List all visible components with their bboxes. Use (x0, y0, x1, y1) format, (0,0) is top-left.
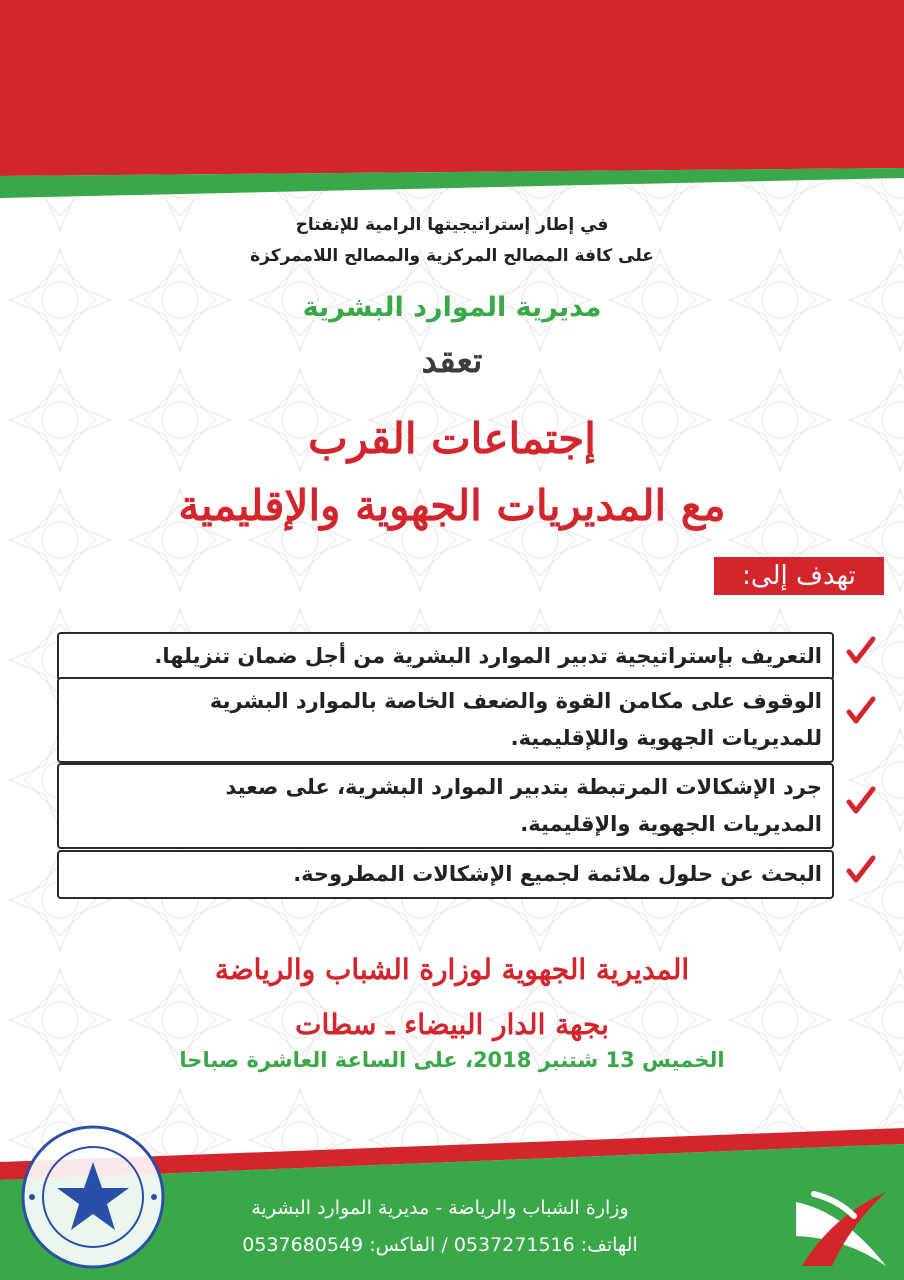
regional-line: المديرية الجهوية لوزارة الشباب والرياضة (214, 953, 690, 986)
regional-line: بجهة الدار البيضاء ـ سطات (295, 1008, 609, 1041)
aim-label: تهدف إلى: (714, 557, 884, 595)
check-icon (846, 696, 876, 726)
objective-box (57, 763, 834, 849)
event-title-line: إجتماعات القرب (308, 414, 596, 463)
objective-box (57, 632, 834, 681)
objective-line: البحث عن حلول ملائمة لجميع الإشكالات المطروحة. (293, 862, 822, 886)
event-title-line: مع المديريات الجهوية والإقليمية (178, 481, 726, 530)
intro-line: على كافة المصالح المركزية والمصالح اللاممركزة (250, 246, 654, 266)
objective-line: جرد الإشكالات المرتبطة بتدبير الموارد البشرية، على صعيد (225, 775, 822, 799)
objective-line: المديريات الجهوية والإقليمية. (520, 812, 822, 836)
footer-phones: الهاتف: 0537271516 / الفاكس: 0537680549 (242, 1234, 638, 1256)
objective-line: التعريف بإستراتيجية تدبير الموارد البشرية من أجل ضمان تنزيلها. (154, 644, 822, 668)
event-title (0, 405, 904, 539)
objective-box (57, 850, 834, 899)
intro-line: في إطار إستراتيجيتها الرامية للإنفتاح (295, 215, 609, 235)
objective-line: الوقوف على مكامن القوة والضعف الخاصة بالموارد البشرية (209, 689, 822, 713)
objective-box (57, 677, 834, 763)
star-seal-icon (18, 1122, 168, 1272)
check-icon (846, 636, 876, 666)
regional-directorate (0, 942, 904, 1052)
objective-line: للمديريات الجهوية واللإقليمية. (510, 726, 822, 750)
footer-line: وزارة الشباب والرياضة - مديرية الموارد البشرية (251, 1197, 629, 1219)
footer-text (200, 1190, 680, 1264)
organizer-name: مديرية الموارد البشرية (302, 292, 602, 323)
event-datetime: الخميس 13 شتنبر 2018، على الساعة العاشرة صباحا (179, 1048, 725, 1072)
check-icon (846, 855, 876, 885)
header-banner (0, 0, 904, 198)
ministry-logo-icon (784, 1182, 894, 1274)
check-icon (846, 786, 876, 816)
intro-text (200, 210, 704, 272)
verb-heading: تعقد (421, 341, 483, 381)
